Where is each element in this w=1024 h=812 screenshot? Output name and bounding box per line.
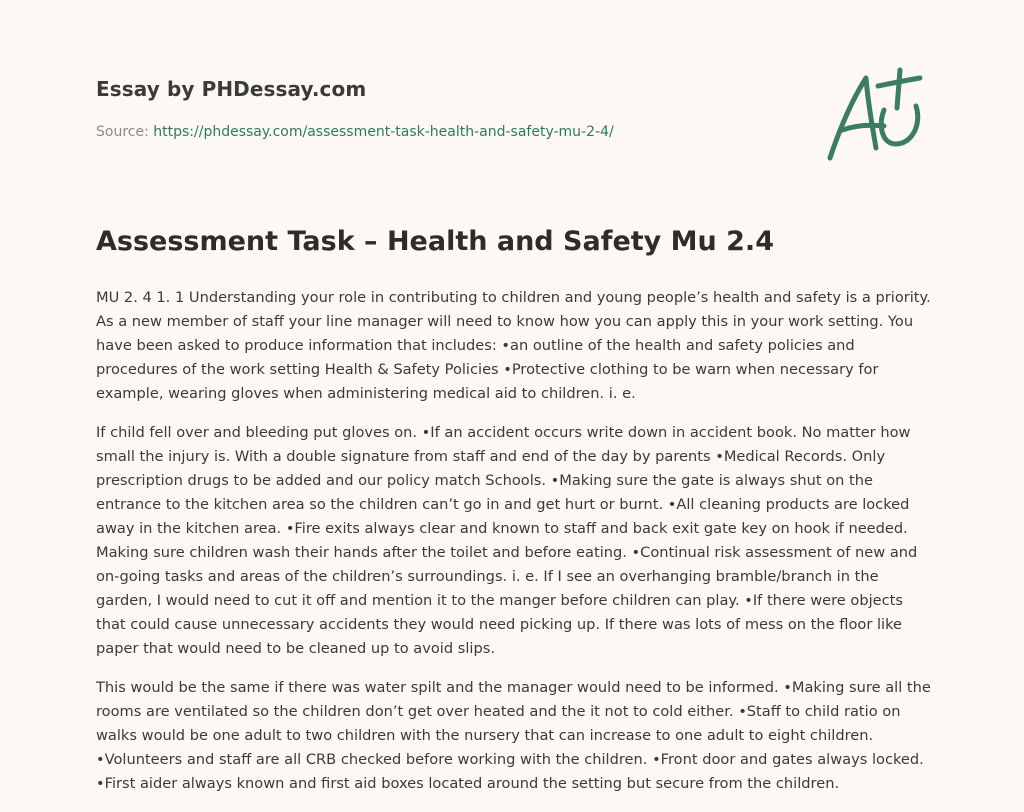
source-label: Source: bbox=[96, 124, 149, 140]
article-body bbox=[96, 286, 932, 811]
article-paragraph: MU 2. 4 1. 1 Understanding your role in contributing to children and young people’s health and safety is a priority. As a new member of staff your line manager will need to know how you can apply this in your work setting. You have been asked to produce information that includes: •an outline of the health and safety policies and procedures of the work setting Health & Safety Policies •Protective clothing to be warn when necessary for example, wearing gloves when administering medical aid to children. i. e. bbox=[96, 289, 931, 402]
article-title: Assessment Task – Health and Safety Mu 2.4 bbox=[96, 226, 774, 257]
a-plus-logo-icon bbox=[818, 64, 934, 168]
article-paragraph: This would be the same if there was water spilt and the manager would need to be informed. •Making sure all the rooms are ventilated so the children don’t get over heated and the it not to cold either. •Staff to child ratio on walks would be one adult to two children with the nursery that can increase to one adult to eight children. •Volunteers and staff are all CRB checked before working with the children. •Front door and gates always locked. •First aider always known and first aid boxes located around the setting but secure from the children. bbox=[96, 679, 931, 792]
source-link[interactable]: https://phdessay.com/assessment-task-health-and-safety-mu-2-4/ bbox=[153, 124, 614, 140]
source-line bbox=[96, 124, 614, 140]
article-paragraph: If child fell over and bleeding put gloves on. •If an accident occurs write down in accident book. No matter how small the injury is. With a double signature from staff and end of the day by parents •Medical Records. Only prescription drugs to be added and our policy match Schools. •Making sure the gate is always shut on the entrance to the kitchen area so the children can’t go in and get hurt or burnt. •All cleaning products are locked away in the kitchen area. •Fire exits always clear and known to staff and back exit gate key on hook if needed. Making sure children wash their hands after the toilet and before eating. •Continual risk assessment of new and on-going tasks and areas of the children’s surroundings. i. e. If I see an overhanging bramble/branch in the garden, I would need to cut it off and mention it to the manger before children can play. •If there were objects that could cause unnecessary accidents they would need picking up. If there was lots of mess on the floor like paper that would need to be cleaned up to avoid slips. bbox=[96, 424, 918, 657]
site-brand: Essay by PHDessay.com bbox=[96, 77, 367, 101]
